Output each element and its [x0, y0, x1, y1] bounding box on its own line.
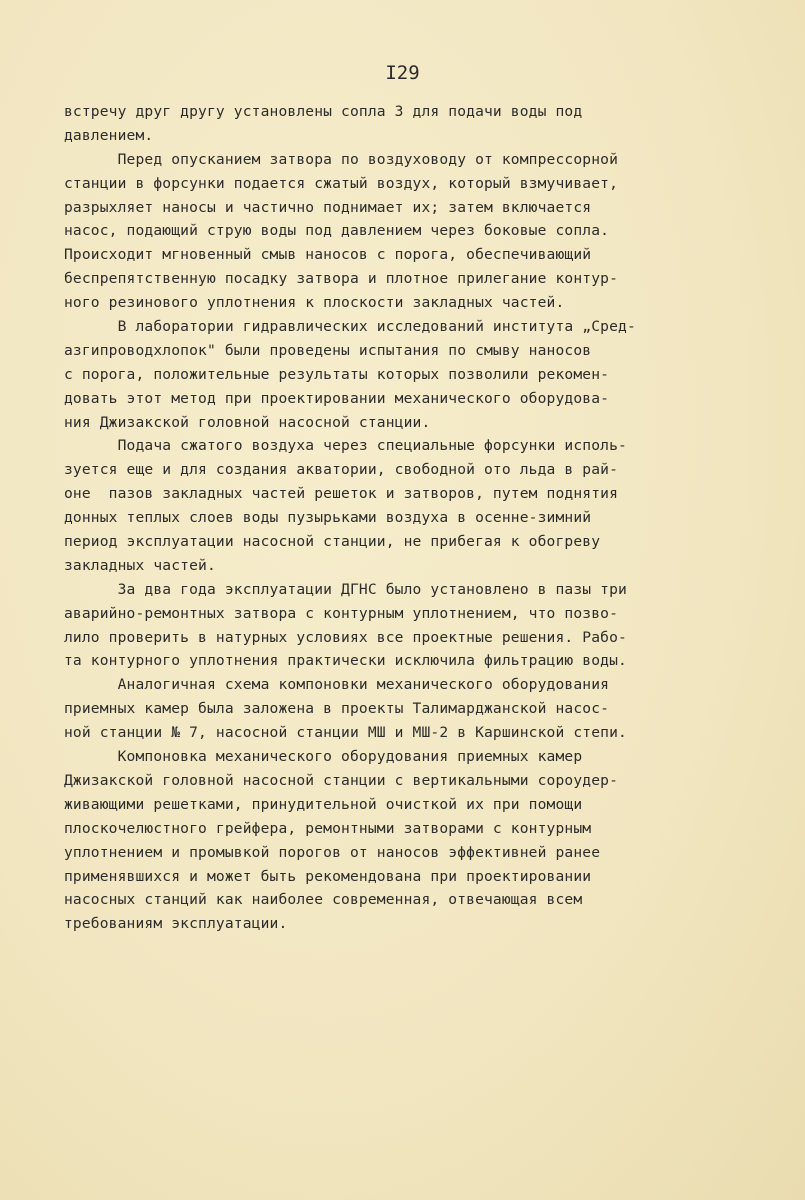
text-line: закладных частей. — [64, 556, 216, 574]
text-line: ния Джизакской головной насосной станции. — [64, 413, 431, 431]
text-line: ного резинового уплотнения к плоскости закладных частей. — [64, 294, 565, 312]
text-line: За два года эксплуатации ДГНС было установлено в пазы три — [64, 580, 627, 598]
text-line: аварийно-ремонтных затвора с контурным уплотнением, что позво- — [64, 604, 619, 622]
text-line: та контурного уплотнения практически исключила фильтрацию воды. — [64, 652, 627, 670]
text-line: ной станции № 7, насосной станции МШ и МШ-2 в Каршинской степи. — [64, 724, 627, 742]
body-text — [64, 100, 744, 936]
text-line: встречу друг другу установлены сопла 3 для подачи воды под — [64, 103, 583, 120]
text-line: станции в форсунки подается сжатый воздух, который взмучивает, — [64, 174, 619, 192]
text-line: Подача сжатого воздуха через специальные форсунки исполь- — [64, 437, 627, 455]
text-line: живающими решетками, принудительной очисткой их при помощи — [64, 795, 583, 813]
text-line: азгипроводхлопок" были проведены испытания по смыву наносов — [64, 341, 592, 359]
text-line: применявшихся и может быть рекомендована при проектировании — [64, 867, 592, 885]
text-line: требованиям эксплуатации. — [64, 915, 288, 933]
text-line: беспрепятственную посадку затвора и плотное прилегание контур- — [64, 270, 619, 288]
text-line: донных теплых слоев воды пузырьками воздуха в осенне-зимний — [64, 509, 592, 527]
text-line: приемных камер была заложена в проекты Талимарджанской насос- — [64, 700, 610, 718]
text-line: плоскочелюстного грейфера, ремонтными затворами с контурным — [64, 819, 592, 837]
text-line: Перед опусканием затвора по воздуховоду от компрессорной — [64, 150, 619, 168]
text-line: с порога, положительные результаты которых позволили рекомен- — [64, 365, 610, 383]
text-line: лило проверить в натурных условиях все проектные решения. Рабо- — [64, 628, 627, 646]
text-line: оне пазов закладных частей решеток и затворов, путем поднятия — [64, 485, 619, 503]
page-number: I29 — [385, 62, 420, 84]
text-line: разрыхляет наносы и частично поднимает их; затем включается — [64, 198, 592, 216]
text-line: Компоновка механического оборудования приемных камер — [64, 748, 583, 766]
text-line: уплотнением и промывкой порогов от наносов эффективней ранее — [64, 843, 601, 861]
text-line: довать этот метод при проектировании механического оборудова- — [64, 389, 610, 407]
text-line: зуется еще и для создания акватории, свободной ото льда в рай- — [64, 461, 619, 479]
text-line: насосных станций как наиболее современная, отвечающая всем — [64, 891, 583, 909]
text-line: насос, подающий струю воды под давлением через боковые сопла. — [64, 222, 610, 240]
text-line: давлением. — [64, 126, 154, 144]
text-line: В лаборатории гидравлических исследований института „Сред- — [64, 318, 636, 336]
text-line: Джизакской головной насосной станции с вертикальными сороудер- — [64, 771, 619, 789]
text-line: Происходит мгновенный смыв наносов с порога, обеспечивающий — [64, 246, 592, 264]
text-line: период эксплуатации насосной станции, не прибегая к обогреву — [64, 533, 601, 551]
text-line: Аналогичная схема компоновки механического оборудования — [64, 676, 610, 694]
